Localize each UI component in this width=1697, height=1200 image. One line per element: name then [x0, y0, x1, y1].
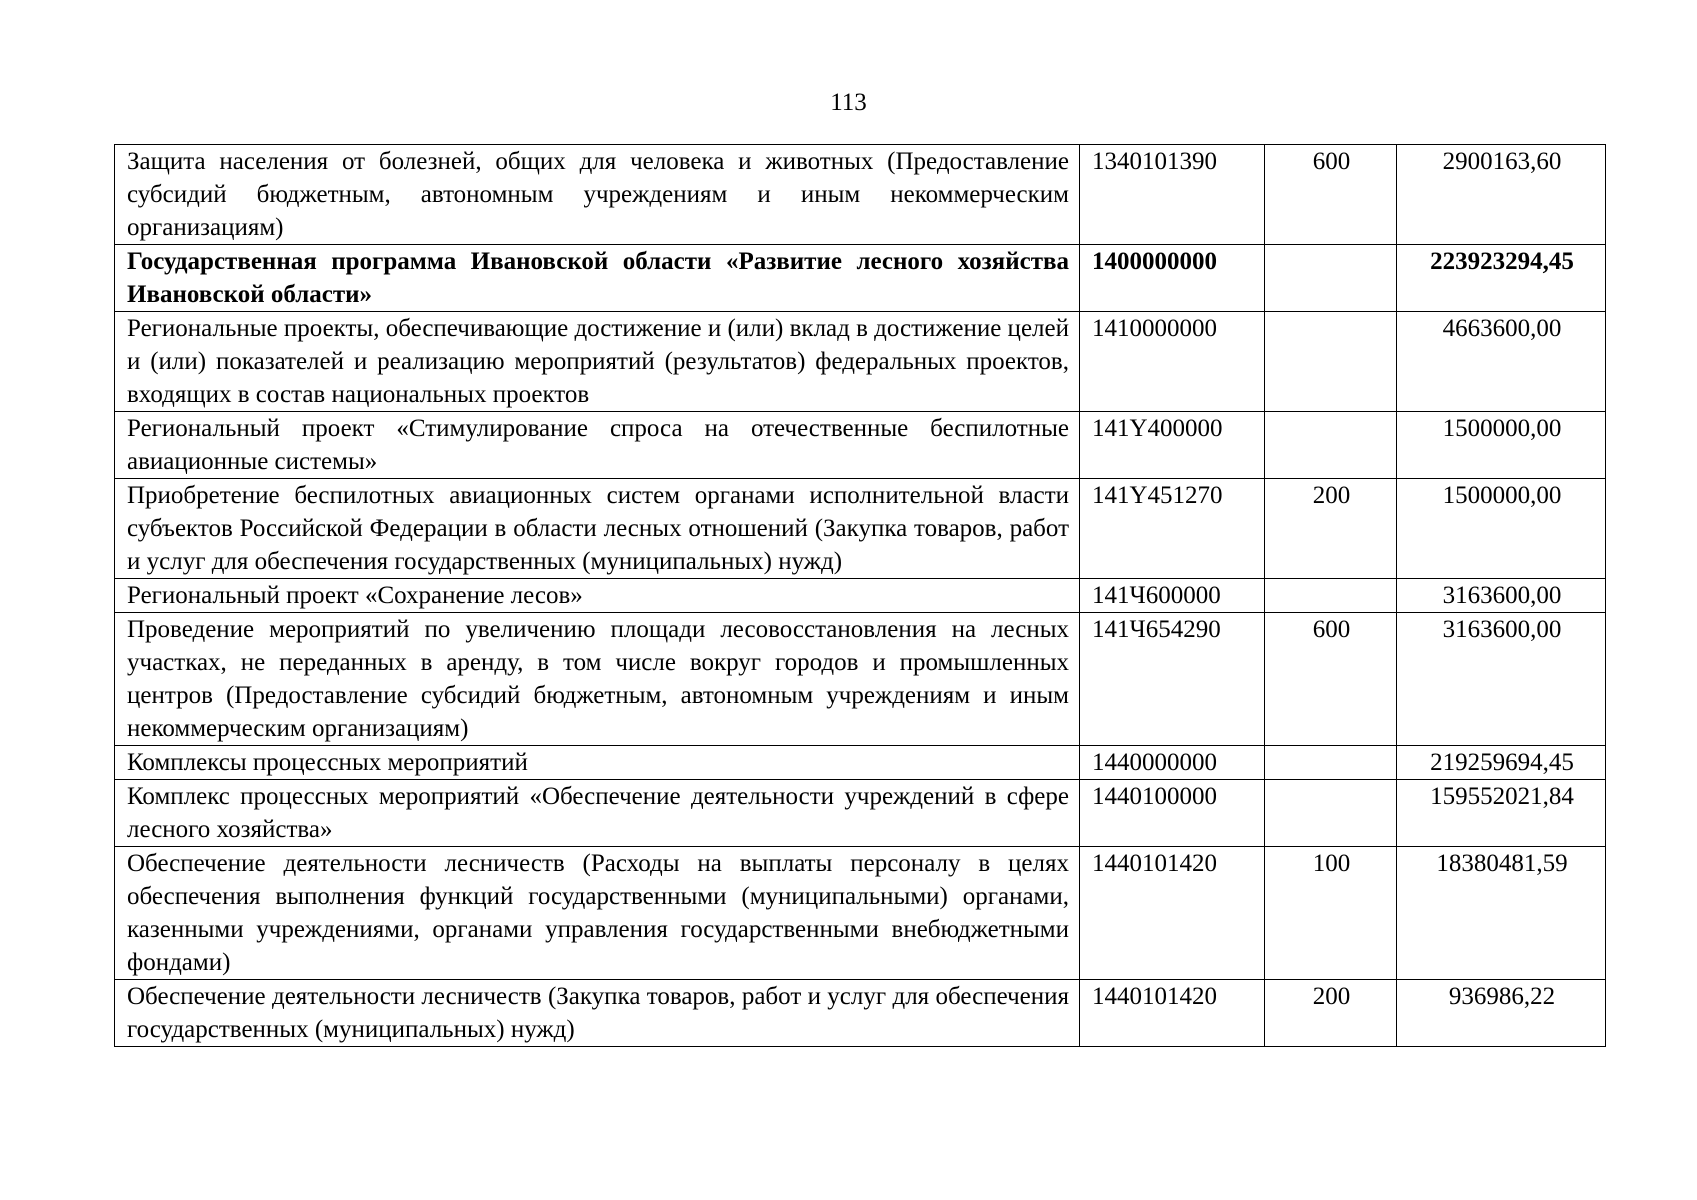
expense-type-cell	[1265, 312, 1397, 412]
expense-type-cell: 200	[1265, 479, 1397, 579]
table-row	[115, 312, 1606, 412]
item-name-cell: Комплексы процессных мероприятий	[115, 746, 1080, 780]
page-number: 113	[830, 89, 867, 116]
target-code-cell: 141Ч600000	[1080, 579, 1265, 613]
table-row	[115, 412, 1606, 479]
target-code-cell: 141Ч654290	[1080, 613, 1265, 746]
amount-cell: 3163600,00	[1397, 579, 1606, 613]
amount-cell: 936986,22	[1397, 980, 1606, 1047]
item-name-cell: Региональные проекты, обеспечивающие достижение и (или) вклад в достижение целей и (или) показателей и реализацию мероприятий (результатов) федеральных проектов, входящих в состав национальных проектов	[115, 312, 1080, 412]
table-row	[115, 780, 1606, 847]
amount-cell: 3163600,00	[1397, 613, 1606, 746]
item-name-cell: Обеспечение деятельности лесничеств (Закупка товаров, работ и услуг для обеспечения государственных (муниципальных) нужд)	[115, 980, 1080, 1047]
table-row	[115, 746, 1606, 780]
amount-cell: 159552021,84	[1397, 780, 1606, 847]
item-name-cell: Защита населения от болезней, общих для человека и животных (Предоставление субсидий бюджетным, автономным учреждениям и иным некоммерческим организациям)	[115, 145, 1080, 245]
item-name-cell: Обеспечение деятельности лесничеств (Расходы на выплаты персоналу в целях обеспечения выполнения функций государственными (муниципальными) органами, казенными учреждениями, органами управления государственными внебюджетными фондами)	[115, 847, 1080, 980]
target-code-cell: 1410000000	[1080, 312, 1265, 412]
expense-type-cell: 600	[1265, 145, 1397, 245]
target-code-cell: 1440101420	[1080, 847, 1265, 980]
table-row	[115, 847, 1606, 980]
amount-cell: 1500000,00	[1397, 412, 1606, 479]
amount-cell: 18380481,59	[1397, 847, 1606, 980]
expense-type-cell: 100	[1265, 847, 1397, 980]
item-name-cell: Региональный проект «Сохранение лесов»	[115, 579, 1080, 613]
table-row	[115, 145, 1606, 245]
target-code-cell: 141Y400000	[1080, 412, 1265, 479]
budget-table	[114, 144, 1606, 1047]
target-code-cell: 141Y451270	[1080, 479, 1265, 579]
item-name-cell: Проведение мероприятий по увеличению площади лесовосстановления на лесных участках, не переданных в аренду, в том числе вокруг городов и промышленных центров (Предоставление субсидий бюджетным, автономным учреждениям и иным некоммерческим организациям)	[115, 613, 1080, 746]
expense-type-cell	[1265, 412, 1397, 479]
amount-cell: 2900163,60	[1397, 145, 1606, 245]
expense-type-cell	[1265, 746, 1397, 780]
target-code-cell: 1340101390	[1080, 145, 1265, 245]
expense-type-cell: 200	[1265, 980, 1397, 1047]
target-code-cell: 1440101420	[1080, 980, 1265, 1047]
target-code-cell: 1440100000	[1080, 780, 1265, 847]
amount-cell: 4663600,00	[1397, 312, 1606, 412]
expense-type-cell	[1265, 780, 1397, 847]
expense-type-cell	[1265, 579, 1397, 613]
table-row	[115, 579, 1606, 613]
target-code-cell: 1400000000	[1080, 245, 1265, 312]
amount-cell: 1500000,00	[1397, 479, 1606, 579]
expense-type-cell	[1265, 245, 1397, 312]
budget-table-body	[115, 145, 1606, 1047]
item-name-cell: Государственная программа Ивановской области «Развитие лесного хозяйства Ивановской области»	[115, 245, 1080, 312]
table-row	[115, 245, 1606, 312]
table-row	[115, 613, 1606, 746]
table-row	[115, 479, 1606, 579]
expense-type-cell: 600	[1265, 613, 1397, 746]
target-code-cell: 1440000000	[1080, 746, 1265, 780]
amount-cell: 219259694,45	[1397, 746, 1606, 780]
item-name-cell: Приобретение беспилотных авиационных систем органами исполнительной власти субъектов Российской Федерации в области лесных отношений (Закупка товаров, работ и услуг для обеспечения государственных (муниципальных) нужд)	[115, 479, 1080, 579]
amount-cell: 223923294,45	[1397, 245, 1606, 312]
table-row	[115, 980, 1606, 1047]
item-name-cell: Региональный проект «Стимулирование спроса на отечественные беспилотные авиационные системы»	[115, 412, 1080, 479]
item-name-cell: Комплекс процессных мероприятий «Обеспечение деятельности учреждений в сфере лесного хозяйства»	[115, 780, 1080, 847]
